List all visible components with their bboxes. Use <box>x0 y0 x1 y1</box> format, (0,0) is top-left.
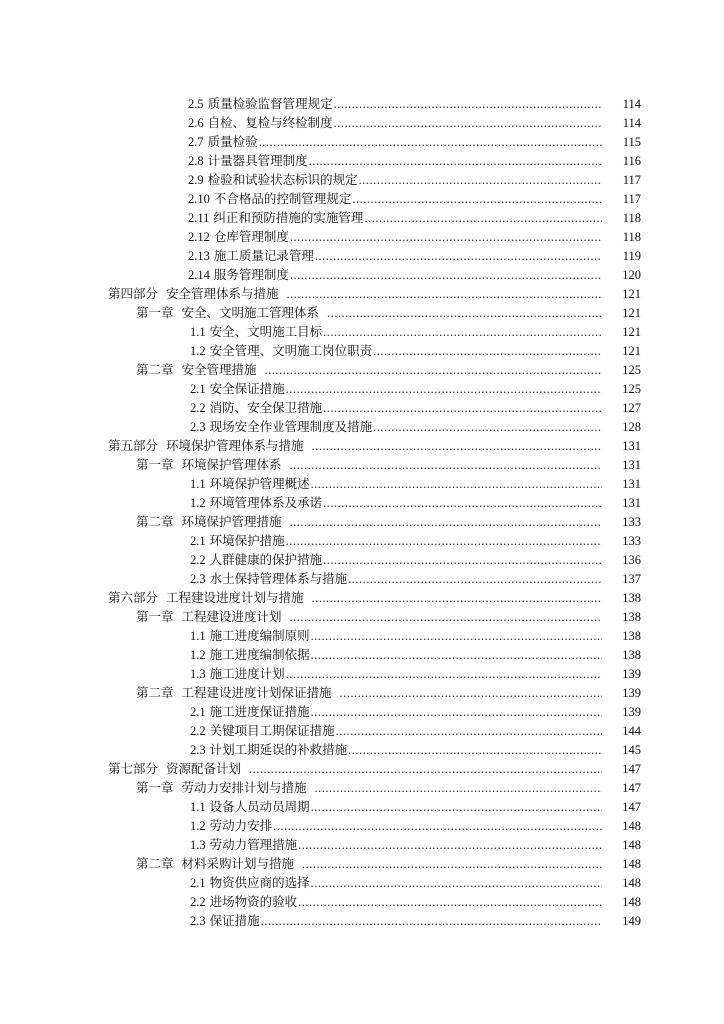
toc-number: 2.12 <box>188 230 210 244</box>
toc-entry <box>136 684 604 703</box>
toc-title: 环境保护措施 <box>209 534 285 548</box>
dot-leader <box>336 722 602 741</box>
toc-number: 第一章 <box>136 458 174 472</box>
toc-number: 第二章 <box>136 515 174 529</box>
toc-page-number: 138 <box>622 629 641 643</box>
toc-title: 环境保护管理体系 <box>181 458 282 472</box>
toc-title: 检验和试验状态标识的规定 <box>207 173 358 187</box>
toc-number: 2.14 <box>188 268 210 282</box>
dot-leader <box>259 133 602 152</box>
toc-page-number: 127 <box>622 401 641 415</box>
toc-title: 材料采购计划与措施 <box>181 857 295 871</box>
toc-row[interactable] <box>0 380 724 399</box>
toc-entry <box>190 475 604 494</box>
toc-row[interactable] <box>0 703 724 722</box>
toc-number: 1.1 <box>190 629 206 643</box>
toc-title: 保证措施 <box>209 914 260 928</box>
toc-page-number: 121 <box>622 306 641 320</box>
toc-page-number: 131 <box>622 458 641 472</box>
dot-leader <box>311 874 602 893</box>
toc-entry <box>190 627 604 646</box>
dot-leader <box>298 836 602 855</box>
toc-title: 工程建设进度计划保证措施 <box>181 686 332 700</box>
dot-leader <box>323 323 602 342</box>
toc-title: 质量检验 <box>207 135 258 149</box>
toc-title: 环境保护管理措施 <box>181 515 282 529</box>
dot-leader <box>290 608 602 627</box>
toc-page-number: 139 <box>622 705 641 719</box>
toc-entry <box>190 817 604 836</box>
toc-number: 2.5 <box>188 97 204 111</box>
toc-entry <box>188 266 604 285</box>
toc-row[interactable] <box>0 855 724 874</box>
toc-entry <box>190 703 604 722</box>
toc-page-number: 147 <box>622 800 641 814</box>
toc-row[interactable] <box>0 437 724 456</box>
toc-row[interactable] <box>0 266 724 285</box>
toc-row[interactable] <box>0 589 724 608</box>
toc-number: 2.2 <box>190 553 206 567</box>
toc-number: 1.2 <box>190 648 206 662</box>
dot-leader <box>311 627 602 646</box>
dot-leader <box>302 855 602 874</box>
toc-page-number: 128 <box>622 420 641 434</box>
toc-title: 服务管理制度 <box>213 268 289 282</box>
toc-title: 施工进度编制原则 <box>209 629 310 643</box>
toc-entry <box>136 779 604 798</box>
toc-number: 2.2 <box>190 724 206 738</box>
toc-entry <box>136 304 604 323</box>
dot-leader <box>340 684 602 703</box>
toc-page-number: 117 <box>622 173 641 187</box>
toc-page-number: 121 <box>622 287 641 301</box>
toc-number: 第六部分 <box>108 591 159 605</box>
toc-title: 计划工期延误的补救措施 <box>209 743 348 757</box>
toc-title: 现场安全作业管理制度及措施 <box>209 420 373 434</box>
toc-row[interactable] <box>0 114 724 133</box>
toc-entry <box>108 285 604 304</box>
toc-title: 环境保护管理体系与措施 <box>166 439 304 453</box>
toc-number: 1.3 <box>190 838 206 852</box>
toc-title: 物资供应商的选择 <box>209 876 310 890</box>
toc-entry <box>190 342 604 361</box>
toc-number: 1.2 <box>190 819 206 833</box>
toc-entry <box>188 152 604 171</box>
toc-page-number: 148 <box>622 819 641 833</box>
toc-number: 2.2 <box>190 895 206 909</box>
toc-title: 环境保护管理概述 <box>209 477 310 491</box>
toc-page-number: 118 <box>622 230 641 244</box>
dot-leader <box>311 475 602 494</box>
toc-title: 安全、文明施工目标 <box>209 325 323 339</box>
toc-page-number: 145 <box>622 743 641 757</box>
toc-entry <box>188 133 604 152</box>
toc-page-number: 136 <box>622 553 641 567</box>
toc-number: 1.2 <box>190 496 206 510</box>
toc-row[interactable] <box>0 646 724 665</box>
toc-entry <box>190 893 604 912</box>
toc-entry <box>190 874 604 893</box>
toc-title: 纠正和预防措施的实施管理 <box>213 211 364 225</box>
toc-page-number: 147 <box>622 781 641 795</box>
toc-title: 进场物资的验收 <box>209 895 298 909</box>
toc-number: 第五部分 <box>108 439 159 453</box>
toc-row[interactable] <box>0 874 724 893</box>
toc-entry <box>190 665 604 684</box>
toc-number: 1.1 <box>190 477 206 491</box>
toc-row[interactable] <box>0 95 724 114</box>
dot-leader <box>334 114 602 133</box>
toc-number: 1.3 <box>190 667 206 681</box>
toc-number: 第一章 <box>136 781 174 795</box>
toc-page-number: 116 <box>622 154 641 168</box>
toc-page-number: 114 <box>622 97 641 111</box>
toc-title: 水土保持管理体系与措施 <box>209 572 348 586</box>
dot-leader <box>312 437 602 456</box>
toc-row[interactable] <box>0 152 724 171</box>
toc-page-number: 138 <box>622 648 641 662</box>
toc-page-number: 133 <box>622 515 641 529</box>
toc-number: 2.3 <box>190 420 206 434</box>
dot-leader <box>290 266 602 285</box>
toc-entry <box>190 532 604 551</box>
dot-leader <box>286 380 602 399</box>
toc-row[interactable] <box>0 323 724 342</box>
toc-number: 第二章 <box>136 363 174 377</box>
toc-entry <box>188 171 604 190</box>
toc-entry <box>188 95 604 114</box>
toc-row[interactable] <box>0 817 724 836</box>
toc-title: 工程建设进度计划 <box>181 610 282 624</box>
dot-leader <box>373 418 602 437</box>
toc-title: 劳动力安排 <box>209 819 273 833</box>
toc-title: 计量器具管理制度 <box>207 154 308 168</box>
dot-leader <box>286 665 602 684</box>
toc-row[interactable] <box>0 532 724 551</box>
toc-title: 施工进度计划 <box>209 667 285 681</box>
toc-entry <box>188 114 604 133</box>
toc-row[interactable] <box>0 741 724 760</box>
dot-leader <box>364 209 602 228</box>
toc-row[interactable] <box>0 475 724 494</box>
toc-entry <box>190 380 604 399</box>
toc-page-number: 117 <box>622 192 641 206</box>
toc-row[interactable] <box>0 361 724 380</box>
dot-leader <box>290 456 602 475</box>
toc-page-number: 138 <box>622 591 641 605</box>
dot-leader <box>261 912 602 931</box>
dot-leader <box>315 247 602 266</box>
toc-title: 劳动力管理措施 <box>209 838 298 852</box>
toc-page-number: 148 <box>622 838 641 852</box>
dot-leader <box>352 190 602 209</box>
toc-entry <box>136 361 604 380</box>
toc-row[interactable] <box>0 190 724 209</box>
toc-row[interactable] <box>0 912 724 931</box>
toc-row[interactable] <box>0 456 724 475</box>
toc-entry <box>190 570 604 589</box>
toc-number: 2.13 <box>188 249 210 263</box>
dot-leader <box>373 342 602 361</box>
toc-number: 第七部分 <box>108 762 159 776</box>
toc-row[interactable] <box>0 798 724 817</box>
toc-title: 安全、文明施工管理体系 <box>181 306 320 320</box>
toc-number: 2.3 <box>190 914 206 928</box>
toc-number: 2.3 <box>190 743 206 757</box>
toc-page-number: 131 <box>622 439 641 453</box>
toc-page-number: 119 <box>622 249 641 263</box>
toc-row[interactable] <box>0 342 724 361</box>
toc-title: 安全保证措施 <box>209 382 285 396</box>
toc-title: 工程建设进度计划与措施 <box>166 591 304 605</box>
dot-leader <box>286 532 602 551</box>
toc-entry <box>136 456 604 475</box>
toc-title: 关键项目工期保证措施 <box>209 724 335 738</box>
dot-leader <box>311 703 602 722</box>
toc-number: 2.11 <box>188 211 210 225</box>
toc-number: 2.9 <box>188 173 204 187</box>
toc-page-number: 148 <box>622 876 641 890</box>
toc-page-number: 138 <box>622 610 641 624</box>
toc-number: 2.1 <box>190 876 206 890</box>
toc-title: 质量检验监督管理规定 <box>207 97 333 111</box>
toc-row[interactable] <box>0 779 724 798</box>
toc-title: 设备人员动员周期 <box>209 800 310 814</box>
toc-number: 2.2 <box>190 401 206 415</box>
toc-number: 第二章 <box>136 857 174 871</box>
dot-leader <box>273 817 602 836</box>
toc-row[interactable] <box>0 399 724 418</box>
toc-entry <box>188 228 604 247</box>
toc-entry <box>108 437 604 456</box>
toc-row[interactable] <box>0 513 724 532</box>
toc-entry <box>136 608 604 627</box>
toc-page-number: 114 <box>622 116 641 130</box>
toc-row[interactable] <box>0 551 724 570</box>
dot-leader <box>348 570 602 589</box>
dot-leader <box>311 646 602 665</box>
toc-title: 自检、复检与终检制度 <box>207 116 333 130</box>
toc-entry <box>188 209 604 228</box>
toc-entry <box>108 760 604 779</box>
toc-row[interactable] <box>0 304 724 323</box>
toc-entry <box>190 551 604 570</box>
toc-number: 2.1 <box>190 382 206 396</box>
toc-page-number: 133 <box>622 534 641 548</box>
toc-title: 施工进度保证措施 <box>209 705 310 719</box>
toc-entry <box>188 190 604 209</box>
toc-row[interactable] <box>0 608 724 627</box>
toc-title: 消防、安全保卫措施 <box>209 401 323 415</box>
dot-leader <box>359 171 602 190</box>
dot-leader <box>327 304 602 323</box>
dot-leader <box>290 228 602 247</box>
toc-row[interactable] <box>0 209 724 228</box>
toc-entry <box>136 855 604 874</box>
toc-entry <box>190 741 604 760</box>
toc-row[interactable] <box>0 893 724 912</box>
toc-number: 1.2 <box>190 344 206 358</box>
toc-page-number: 149 <box>622 914 641 928</box>
dot-leader <box>309 152 602 171</box>
toc-title: 安全管理体系与措施 <box>166 287 279 301</box>
toc-number: 1.1 <box>190 325 206 339</box>
toc-row[interactable] <box>0 836 724 855</box>
toc-number: 第四部分 <box>108 287 159 301</box>
toc-number: 2.10 <box>188 192 210 206</box>
dot-leader <box>311 798 602 817</box>
toc-title: 人群健康的保护措施 <box>209 553 323 567</box>
toc-entry <box>190 836 604 855</box>
toc-row[interactable] <box>0 684 724 703</box>
toc-title: 不合格品的控制管理规定 <box>213 192 352 206</box>
toc-entry <box>188 247 604 266</box>
toc-title: 安全管理措施 <box>181 363 257 377</box>
toc-page-number: 147 <box>622 762 641 776</box>
toc-row[interactable] <box>0 133 724 152</box>
toc-page-number: 125 <box>622 382 641 396</box>
toc-page-number: 139 <box>622 667 641 681</box>
toc-row[interactable] <box>0 722 724 741</box>
dot-leader <box>290 513 602 532</box>
toc-number: 2.6 <box>188 116 204 130</box>
toc-entry <box>190 798 604 817</box>
toc-number: 第一章 <box>136 610 174 624</box>
toc-number: 2.7 <box>188 135 204 149</box>
dot-leader <box>287 285 602 304</box>
toc-page-number: 125 <box>622 363 641 377</box>
toc-row[interactable] <box>0 285 724 304</box>
dot-leader <box>312 589 602 608</box>
toc-title: 施工质量记录管理 <box>213 249 314 263</box>
dot-leader <box>334 95 602 114</box>
toc-page-number: 131 <box>622 477 641 491</box>
table-of-contents <box>0 95 724 931</box>
dot-leader <box>323 399 602 418</box>
toc-number: 2.1 <box>190 534 206 548</box>
dot-leader <box>249 760 602 779</box>
toc-page-number: 131 <box>622 496 641 510</box>
toc-title: 劳动力安排计划与措施 <box>181 781 307 795</box>
toc-page-number: 121 <box>622 325 641 339</box>
toc-page-number: 115 <box>622 135 641 149</box>
dot-leader <box>323 551 602 570</box>
toc-entry <box>190 418 604 437</box>
toc-page-number: 144 <box>622 724 641 738</box>
dot-leader <box>298 893 602 912</box>
toc-number: 2.8 <box>188 154 204 168</box>
toc-page-number: 120 <box>622 268 641 282</box>
toc-page-number: 148 <box>622 895 641 909</box>
toc-entry <box>108 589 604 608</box>
toc-row[interactable] <box>0 570 724 589</box>
toc-title: 安全管理、文明施工岗位职责 <box>209 344 373 358</box>
toc-row[interactable] <box>0 494 724 513</box>
toc-number: 1.1 <box>190 800 206 814</box>
toc-title: 仓库管理制度 <box>213 230 289 244</box>
dot-leader <box>348 741 602 760</box>
toc-entry <box>190 912 604 931</box>
dot-leader <box>315 779 602 798</box>
toc-page-number: 148 <box>622 857 641 871</box>
toc-entry <box>190 323 604 342</box>
toc-page-number: 137 <box>622 572 641 586</box>
dot-leader <box>323 494 602 513</box>
toc-number: 第二章 <box>136 686 174 700</box>
toc-entry <box>136 513 604 532</box>
toc-row[interactable] <box>0 247 724 266</box>
toc-number: 2.3 <box>190 572 206 586</box>
toc-row[interactable] <box>0 760 724 779</box>
toc-title: 施工进度编制依据 <box>209 648 310 662</box>
toc-row[interactable] <box>0 171 724 190</box>
toc-title: 环境管理体系及承诺 <box>209 496 323 510</box>
toc-entry <box>190 399 604 418</box>
toc-entry <box>190 646 604 665</box>
toc-page-number: 121 <box>622 344 641 358</box>
toc-row[interactable] <box>0 665 724 684</box>
toc-number: 2.1 <box>190 705 206 719</box>
toc-entry <box>190 494 604 513</box>
toc-entry <box>190 722 604 741</box>
toc-number: 第一章 <box>136 306 174 320</box>
toc-row[interactable] <box>0 418 724 437</box>
toc-title: 资源配备计划 <box>166 762 242 776</box>
dot-leader <box>265 361 602 380</box>
toc-row[interactable] <box>0 228 724 247</box>
toc-row[interactable] <box>0 627 724 646</box>
toc-page-number: 139 <box>622 686 641 700</box>
toc-page-number: 118 <box>622 211 641 225</box>
